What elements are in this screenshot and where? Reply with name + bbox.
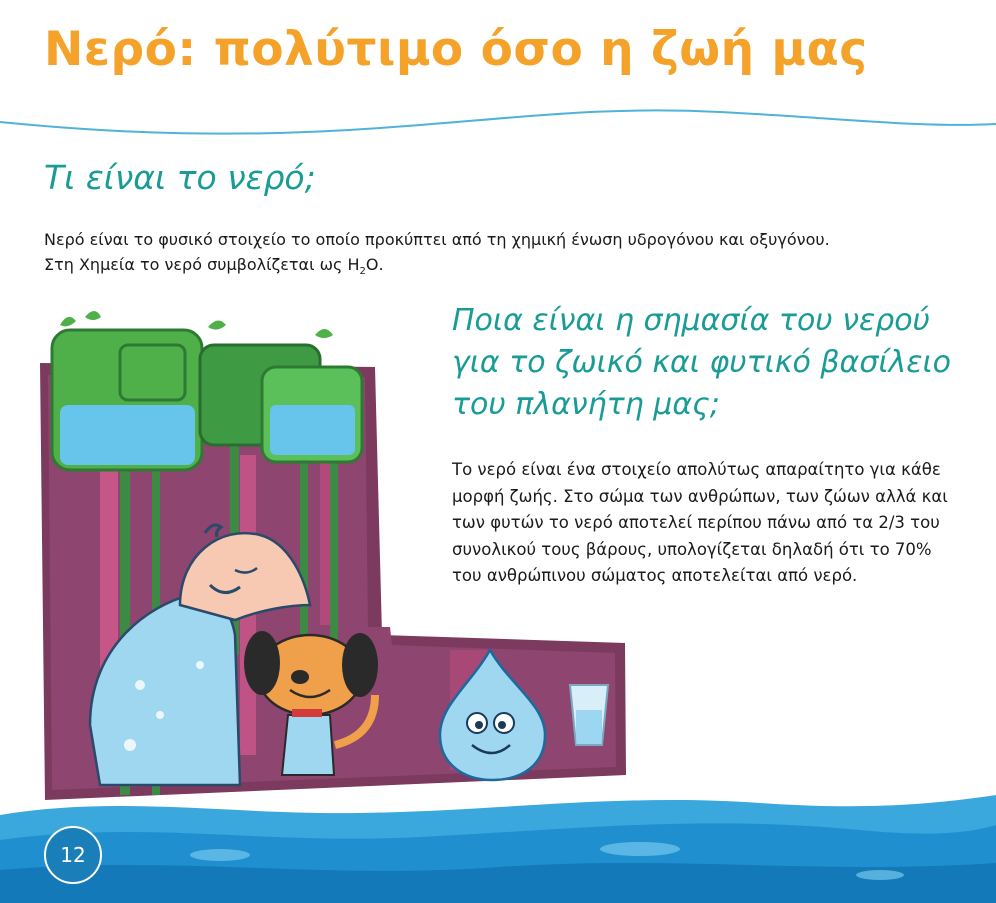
page-title: Νερό: πολύτιμο όσο η ζωή μας: [44, 22, 868, 77]
intro-line-2-prefix: Στη Χημεία το νερό συμβολίζεται ως Η: [44, 255, 360, 274]
section-heading-what-is-water: Τι είναι το νερό;: [44, 158, 316, 197]
section-heading-importance: Ποια είναι η σημασία του νερού για το ζωικό και φυτικό βασίλειο του πλανήτη μας;: [452, 303, 951, 422]
h2o-subscript: 2: [359, 266, 366, 278]
top-wave-divider: [0, 100, 996, 150]
page-number-badge: 12: [44, 826, 102, 884]
importance-paragraph: Το νερό είναι ένα στοιχείο απολύτως απαραίτητο για κάθε μορφή ζωής. Στο σώμα των ανθρώπων, των ζώων αλλά και των φυτών το νερό αποτελεί περίπου πάνω από τα 2/3 του συνολικού τους βάρους, υπολογίζεται δηλαδή ότι το 70% του ανθρώπινου σώματος αποτελείται από νερό.: [452, 460, 948, 585]
bottom-water-waves: [0, 785, 996, 903]
intro-line-1: Νερό είναι το φυσικό στοιχείο το οποίο προκύπτει από τη χημική ένωση υδρογόνου και οξυγόνου.: [44, 230, 830, 249]
intro-paragraph: [44, 227, 964, 284]
intro-line-2-suffix: Ο.: [365, 255, 384, 274]
